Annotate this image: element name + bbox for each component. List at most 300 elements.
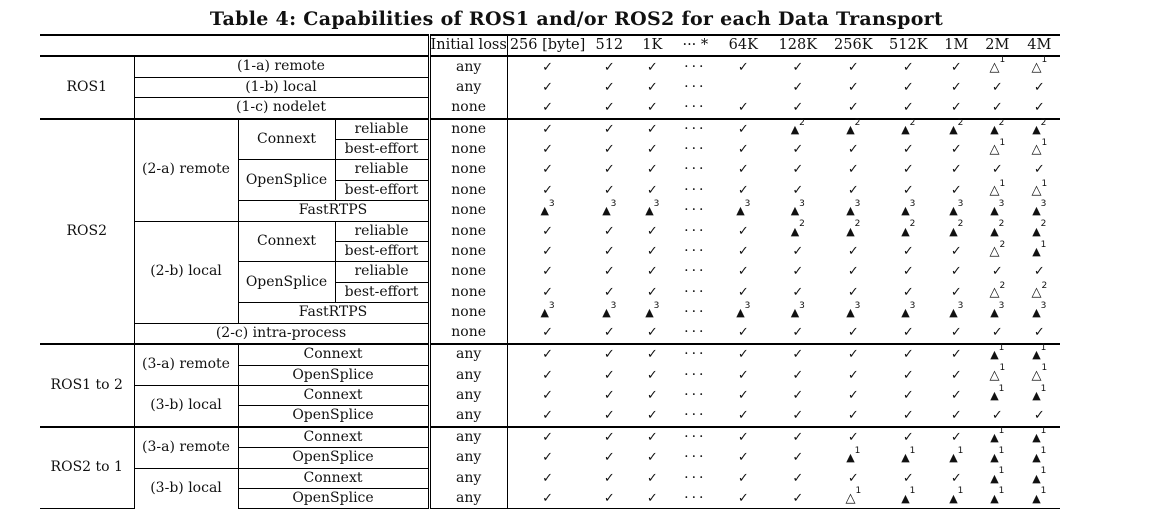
row-label: reliable	[335, 119, 429, 140]
row-label: OpenSplice	[238, 406, 429, 427]
check-icon: ✓	[1033, 162, 1045, 178]
check-icon: ✓	[847, 162, 859, 178]
table-row	[40, 323, 1060, 344]
hollow-triangle-icon: △$^1$	[976, 56, 1018, 77]
check-icon: ✓	[847, 470, 859, 486]
filled-triangle-icon: ▲$^2$	[976, 119, 1018, 140]
check-icon: ✓	[902, 367, 914, 383]
ellipsis-cell: ···	[684, 407, 707, 424]
row-label: reliable	[335, 160, 429, 180]
filled-triangle-icon: ▲$^3$	[949, 198, 964, 218]
filled-triangle-icon: ▲$^3$	[846, 198, 861, 218]
filled-triangle-icon: ▲$^3$	[645, 300, 660, 320]
filled-triangle-icon: ▲$^1$	[1018, 344, 1060, 365]
check-icon: ✓	[542, 99, 554, 115]
check-icon: ✓	[646, 470, 658, 486]
row-label: Connext	[238, 385, 429, 405]
initial-loss-cell: any	[429, 77, 507, 97]
row-label: best-effort	[335, 282, 429, 302]
check-icon: ✓	[902, 325, 914, 341]
check-icon: ✓	[880, 344, 936, 365]
check-icon: ✓	[603, 79, 615, 95]
row-label: Connext	[238, 119, 335, 160]
ellipsis-cell: ···	[684, 304, 707, 321]
check-icon: ✓	[587, 56, 631, 77]
check-icon: ✓	[1033, 325, 1045, 341]
check-icon: ✓	[646, 99, 658, 115]
check-icon: ✓	[950, 284, 962, 300]
check-icon: ✓	[646, 367, 658, 383]
check-icon: ✓	[847, 325, 859, 341]
row-label: OpenSplice	[238, 448, 429, 468]
check-icon: ✓	[737, 264, 749, 280]
check-icon: ✓	[542, 162, 554, 178]
check-icon: ✓	[646, 408, 658, 424]
check-icon: ✓	[587, 119, 631, 140]
initial-loss-cell: any	[429, 344, 507, 365]
group-label: ROS1 to 2	[40, 344, 134, 427]
row-label: (3-a) remote	[134, 427, 238, 468]
check-icon: ✓	[847, 264, 859, 280]
check-icon: ✓	[950, 325, 962, 341]
check-icon: ✓	[847, 284, 859, 300]
column-header: 512	[587, 35, 631, 56]
group-label: ROS2	[40, 119, 134, 344]
hollow-triangle-icon: △$^1$	[989, 137, 1006, 158]
check-icon: ✓	[737, 223, 749, 239]
check-icon: ✓	[542, 408, 554, 424]
ellipsis-cell: ···	[684, 263, 707, 280]
initial-loss-cell: none	[429, 160, 507, 180]
check-icon: ✓	[792, 142, 804, 158]
check-icon: ✓	[950, 142, 962, 158]
filled-triangle-icon: ▲$^1$	[1032, 383, 1047, 402]
filled-triangle-icon: ▲$^1$	[901, 445, 916, 465]
initial-loss-cell: none	[429, 180, 507, 200]
column-header: 2M	[976, 35, 1018, 56]
initial-loss-cell: none	[429, 221, 507, 241]
check-icon: ✓	[902, 470, 914, 486]
check-icon: ✓	[631, 344, 673, 365]
check-icon: ✓	[631, 427, 673, 448]
check-icon: ✓	[1033, 408, 1045, 424]
filled-triangle-icon: ▲$^3$	[736, 300, 751, 320]
ellipsis-cell: ···	[684, 141, 707, 158]
check-icon: ✓	[737, 99, 749, 115]
filled-triangle-icon: ▲$^3$	[990, 300, 1005, 320]
check-icon: ✓	[631, 56, 673, 77]
check-icon: ✓	[603, 387, 615, 403]
initial-loss-cell: none	[429, 201, 507, 221]
check-icon: ✓	[603, 99, 615, 115]
check-icon: ✓	[717, 488, 769, 508]
check-icon: ✓	[792, 367, 804, 383]
filled-triangle-icon: ▲$^3$	[1032, 300, 1047, 320]
filled-triangle-icon: ▲$^3$	[990, 198, 1005, 218]
check-icon: ✓	[737, 244, 749, 260]
initial-loss-cell: any	[429, 56, 507, 77]
check-icon: ✓	[587, 427, 631, 448]
ellipsis-cell: ···	[684, 161, 707, 178]
check-icon: ✓	[792, 264, 804, 280]
ellipsis-cell: ···	[684, 283, 707, 300]
initial-loss-cell: none	[429, 242, 507, 262]
hollow-triangle-icon: △$^2$	[989, 239, 1006, 260]
ellipsis-cell: ···	[684, 469, 707, 486]
initial-loss-cell: any	[429, 427, 507, 448]
row-label: FastRTPS	[238, 201, 429, 221]
check-icon: ✓	[603, 244, 615, 260]
filled-triangle-icon: ▲$^1$	[1032, 239, 1047, 259]
check-icon: ✓	[646, 223, 658, 239]
hollow-triangle-icon: △$^1$	[1031, 178, 1048, 198]
filled-triangle-icon: ▲$^3$	[540, 300, 555, 320]
ellipsis-cell: ···	[684, 202, 707, 219]
check-icon: ✓	[646, 162, 658, 178]
capabilities-table	[40, 34, 1060, 509]
check-icon: ✓	[603, 182, 615, 198]
initial-loss-cell: any	[429, 365, 507, 385]
check-icon: ✓	[1033, 79, 1045, 95]
check-icon: ✓	[631, 119, 673, 140]
initial-loss-cell: any	[429, 448, 507, 468]
check-icon: ✓	[717, 119, 769, 140]
ellipsis-cell: ···	[684, 324, 707, 341]
check-icon: ✓	[737, 162, 749, 178]
filled-triangle-icon: ▲$^1$	[976, 427, 1018, 448]
filled-triangle-icon: ▲$^1$	[846, 445, 861, 465]
filled-triangle-icon: ▲$^1$	[1032, 466, 1047, 485]
row-label: OpenSplice	[238, 488, 429, 508]
check-icon: ✓	[542, 470, 554, 486]
table-row	[40, 385, 1060, 405]
row-label: best-effort	[335, 242, 429, 262]
check-icon: ✓	[737, 325, 749, 341]
filled-triangle-icon: ▲$^1$	[1018, 488, 1060, 508]
check-icon: ✓	[646, 450, 658, 466]
check-icon: ✓	[737, 284, 749, 300]
check-icon: ✓	[507, 427, 587, 448]
row-label: Connext	[238, 344, 429, 365]
filled-triangle-icon: ▲$^2$	[880, 119, 936, 140]
group-label: ROS1	[40, 56, 134, 118]
check-icon: ✓	[991, 99, 1003, 115]
hollow-triangle-icon: △$^1$	[826, 488, 880, 508]
ellipsis-cell: ···	[684, 386, 707, 403]
hollow-triangle-icon: △$^1$	[989, 178, 1006, 198]
table-row	[40, 468, 1060, 488]
filled-triangle-icon: ▲$^1$	[1032, 445, 1047, 465]
row-label: reliable	[335, 262, 429, 282]
check-icon: ✓	[880, 56, 936, 77]
ellipsis-cell: ···	[673, 344, 717, 365]
check-icon: ✓	[737, 182, 749, 198]
check-icon: ✓	[1033, 99, 1045, 115]
filled-triangle-icon: ▲$^2$	[846, 219, 861, 238]
table-body	[40, 35, 1060, 509]
column-header: 256 [byte]	[507, 35, 587, 56]
row-label: OpenSplice	[238, 365, 429, 385]
check-icon: ✓	[737, 470, 749, 486]
initial-loss-cell: any	[429, 385, 507, 405]
check-icon: ✓	[542, 450, 554, 466]
check-icon: ✓	[991, 264, 1003, 280]
check-icon: ✓	[737, 450, 749, 466]
check-icon: ✓	[902, 264, 914, 280]
filled-triangle-icon: ▲$^3$	[901, 198, 916, 218]
check-icon: ✓	[826, 56, 880, 77]
filled-triangle-icon: ▲$^2$	[1018, 119, 1060, 140]
check-icon: ✓	[847, 99, 859, 115]
check-icon: ✓	[902, 387, 914, 403]
initial-loss-cell: none	[429, 303, 507, 323]
check-icon: ✓	[792, 325, 804, 341]
check-icon: ✓	[792, 182, 804, 198]
row-label: (3-b) local	[134, 385, 238, 426]
ellipsis-cell: ···	[684, 78, 707, 95]
check-icon: ✓	[936, 427, 976, 448]
filled-triangle-icon: ▲$^3$	[602, 300, 617, 320]
ellipsis-cell: ···	[684, 449, 707, 466]
filled-triangle-icon: ▲$^3$	[790, 300, 805, 320]
check-icon: ✓	[717, 56, 769, 77]
check-icon: ✓	[950, 387, 962, 403]
check-icon: ✓	[542, 325, 554, 341]
check-icon: ✓	[603, 142, 615, 158]
row-label: FastRTPS	[238, 303, 429, 323]
filled-triangle-icon: ▲$^1$	[990, 383, 1005, 402]
initial-loss-cell: any	[429, 488, 507, 508]
check-icon: ✓	[950, 367, 962, 383]
check-icon: ✓	[646, 79, 658, 95]
check-icon: ✓	[847, 387, 859, 403]
filled-triangle-icon: ▲$^3$	[645, 198, 660, 218]
check-icon: ✓	[603, 325, 615, 341]
row-label: (1-a) remote	[134, 56, 429, 77]
filled-triangle-icon: ▲$^1$	[990, 466, 1005, 485]
row-label: OpenSplice	[238, 160, 335, 201]
ellipsis-cell: ···	[673, 56, 717, 77]
ellipsis-cell: ···	[673, 119, 717, 140]
empty-cell	[717, 77, 769, 97]
hollow-triangle-icon: △$^1$	[1031, 137, 1048, 158]
filled-triangle-icon: ▲$^2$	[1032, 219, 1047, 238]
table-row	[40, 221, 1060, 241]
check-icon: ✓	[902, 182, 914, 198]
column-header: Initial loss	[429, 35, 507, 56]
initial-loss-cell: none	[429, 119, 507, 140]
hollow-triangle-icon: △$^1$	[989, 363, 1006, 383]
check-icon: ✓	[847, 142, 859, 158]
row-label: (1-b) local	[134, 77, 429, 97]
hollow-triangle-icon: △$^2$	[989, 280, 1006, 300]
filled-triangle-icon: ▲$^1$	[990, 445, 1005, 465]
check-icon: ✓	[902, 162, 914, 178]
check-icon: ✓	[507, 56, 587, 77]
column-header: ··· *	[673, 35, 717, 56]
header-row	[40, 35, 1060, 56]
filled-triangle-icon: ▲$^3$	[901, 300, 916, 320]
check-icon: ✓	[717, 427, 769, 448]
check-icon: ✓	[542, 79, 554, 95]
check-icon: ✓	[737, 142, 749, 158]
check-icon: ✓	[792, 284, 804, 300]
check-icon: ✓	[646, 325, 658, 341]
table-row	[40, 98, 1060, 119]
check-icon: ✓	[646, 284, 658, 300]
check-icon: ✓	[902, 408, 914, 424]
check-icon: ✓	[507, 488, 587, 508]
filled-triangle-icon: ▲$^1$	[949, 445, 964, 465]
initial-loss-cell: none	[429, 323, 507, 344]
check-icon: ✓	[769, 56, 826, 77]
hollow-triangle-icon: △$^1$	[1031, 363, 1048, 383]
check-icon: ✓	[902, 99, 914, 115]
check-icon: ✓	[950, 408, 962, 424]
check-icon: ✓	[792, 162, 804, 178]
row-label: (3-b) local	[134, 468, 238, 509]
filled-triangle-icon: ▲$^1$	[880, 488, 936, 508]
ellipsis-cell: ···	[673, 488, 717, 508]
ellipsis-cell: ···	[684, 222, 707, 239]
hollow-triangle-icon: △$^2$	[1031, 280, 1048, 300]
row-label: best-effort	[335, 180, 429, 200]
ellipsis-cell: ···	[673, 427, 717, 448]
check-icon: ✓	[902, 79, 914, 95]
check-icon: ✓	[737, 408, 749, 424]
filled-triangle-icon: ▲$^3$	[602, 198, 617, 218]
hollow-triangle-icon: △$^1$	[1018, 56, 1060, 77]
row-label: Connext	[238, 221, 335, 262]
check-icon: ✓	[847, 182, 859, 198]
filled-triangle-icon: ▲$^3$	[540, 198, 555, 218]
table-row	[40, 56, 1060, 77]
table-row	[40, 119, 1060, 140]
check-icon: ✓	[769, 427, 826, 448]
check-icon: ✓	[542, 182, 554, 198]
row-label: reliable	[335, 221, 429, 241]
check-icon: ✓	[950, 182, 962, 198]
check-icon: ✓	[792, 244, 804, 260]
check-icon: ✓	[737, 387, 749, 403]
filled-triangle-icon: ▲$^2$	[949, 219, 964, 238]
check-icon: ✓	[603, 470, 615, 486]
row-label: OpenSplice	[238, 262, 335, 303]
column-header: 64K	[717, 35, 769, 56]
check-icon: ✓	[991, 162, 1003, 178]
check-icon: ✓	[847, 244, 859, 260]
check-icon: ✓	[646, 264, 658, 280]
column-header: 1K	[631, 35, 673, 56]
check-icon: ✓	[902, 244, 914, 260]
filled-triangle-icon: ▲$^3$	[949, 300, 964, 320]
check-icon: ✓	[902, 142, 914, 158]
row-label: (2-c) intra-process	[134, 323, 429, 344]
initial-loss-cell: none	[429, 140, 507, 160]
check-icon: ✓	[507, 119, 587, 140]
check-icon: ✓	[1033, 264, 1045, 280]
column-header: 4M	[1018, 35, 1060, 56]
filled-triangle-icon: ▲$^1$	[976, 488, 1018, 508]
check-icon: ✓	[542, 142, 554, 158]
ellipsis-cell: ···	[684, 181, 707, 198]
check-icon: ✓	[950, 470, 962, 486]
check-icon: ✓	[936, 344, 976, 365]
row-label: best-effort	[335, 140, 429, 160]
filled-triangle-icon: ▲$^1$	[976, 344, 1018, 365]
check-icon: ✓	[587, 344, 631, 365]
filled-triangle-icon: ▲$^2$	[990, 219, 1005, 238]
table-title: Table 4: Capabilities of ROS1 and/or ROS2 for each Data Transport	[209, 8, 944, 30]
filled-triangle-icon: ▲$^2$	[790, 219, 805, 238]
column-header: 512K	[880, 35, 936, 56]
check-icon: ✓	[717, 344, 769, 365]
check-icon: ✓	[769, 344, 826, 365]
initial-loss-cell: none	[429, 282, 507, 302]
filled-triangle-icon: ▲$^3$	[846, 300, 861, 320]
check-icon: ✓	[542, 223, 554, 239]
filled-triangle-icon: ▲$^2$	[826, 119, 880, 140]
row-label: (2-a) remote	[134, 119, 238, 222]
row-label: (2-b) local	[134, 221, 238, 323]
filled-triangle-icon: ▲$^3$	[1032, 198, 1047, 218]
ellipsis-cell: ···	[684, 243, 707, 260]
check-icon: ✓	[542, 367, 554, 383]
check-icon: ✓	[587, 488, 631, 508]
check-icon: ✓	[603, 264, 615, 280]
check-icon: ✓	[991, 408, 1003, 424]
initial-loss-cell: none	[429, 98, 507, 119]
filled-triangle-icon: ▲$^3$	[790, 198, 805, 218]
check-icon: ✓	[826, 344, 880, 365]
check-icon: ✓	[792, 470, 804, 486]
check-icon: ✓	[646, 387, 658, 403]
check-icon: ✓	[507, 344, 587, 365]
group-label: ROS2 to 1	[40, 427, 134, 509]
row-label: Connext	[238, 427, 429, 448]
row-label: (1-c) nodelet	[134, 98, 429, 119]
filled-triangle-icon: ▲$^2$	[769, 119, 826, 140]
filled-triangle-icon: ▲$^3$	[736, 198, 751, 218]
ellipsis-cell: ···	[684, 366, 707, 383]
check-icon: ✓	[847, 79, 859, 95]
ellipsis-cell: ···	[684, 98, 707, 115]
column-header: 128K	[769, 35, 826, 56]
check-icon: ✓	[737, 367, 749, 383]
check-icon: ✓	[792, 387, 804, 403]
row-label: (3-a) remote	[134, 344, 238, 385]
table-row	[40, 427, 1060, 448]
check-icon: ✓	[769, 488, 826, 508]
column-header: 256K	[826, 35, 880, 56]
check-icon: ✓	[950, 79, 962, 95]
check-icon: ✓	[646, 182, 658, 198]
check-icon: ✓	[646, 142, 658, 158]
initial-loss-cell: any	[429, 406, 507, 427]
table-row	[40, 77, 1060, 97]
check-icon: ✓	[603, 450, 615, 466]
filled-triangle-icon: ▲$^2$	[936, 119, 976, 140]
check-icon: ✓	[542, 244, 554, 260]
check-icon: ✓	[792, 450, 804, 466]
filled-triangle-icon: ▲$^1$	[1018, 427, 1060, 448]
check-icon: ✓	[950, 264, 962, 280]
check-icon: ✓	[603, 367, 615, 383]
check-icon: ✓	[936, 56, 976, 77]
check-icon: ✓	[542, 387, 554, 403]
check-icon: ✓	[792, 408, 804, 424]
check-icon: ✓	[542, 284, 554, 300]
